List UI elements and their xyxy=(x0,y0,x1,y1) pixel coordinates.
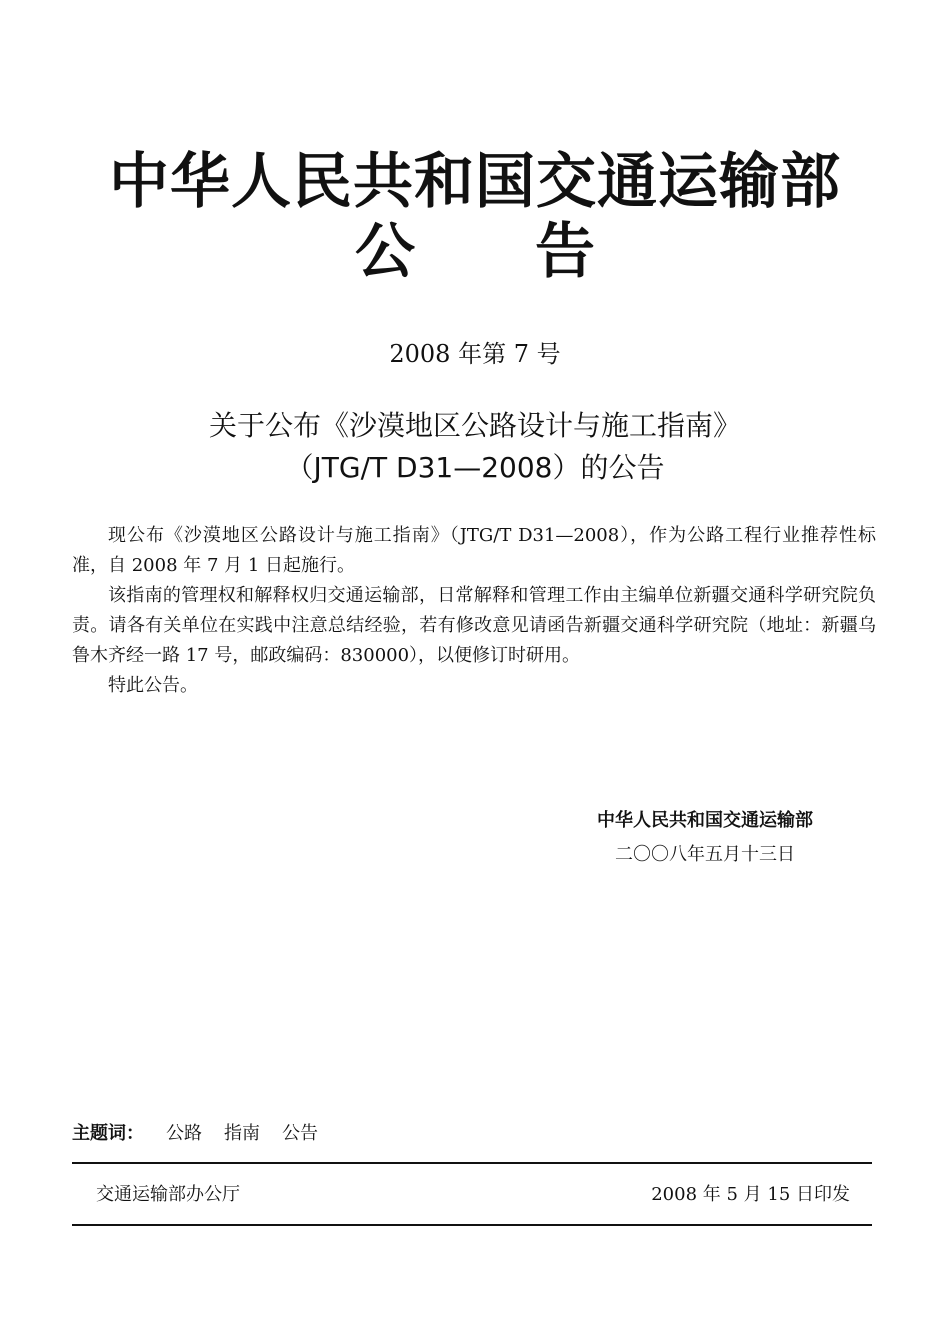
footer-print-date: 2008 年 5 月 15 日印发 xyxy=(651,1184,850,1205)
body-paragraph: 现公布《沙漠地区公路设计与施工指南》（JTG/T D31—2008），作为公路工程行业推荐性标准，自 2008 年 7 月 1 日起施行。 xyxy=(72,525,876,576)
keyword-item: 公告 xyxy=(282,1123,318,1144)
notice-title: 公告 xyxy=(355,217,715,287)
subject-line-1: 关于公布《沙漠地区公路设计与施工指南》 xyxy=(208,409,741,442)
signature-date: 二〇〇八年五月十三日 xyxy=(615,844,795,865)
signature-block xyxy=(560,804,850,872)
keyword-item: 公路 xyxy=(166,1123,202,1144)
footer-divider-top xyxy=(72,1162,872,1164)
issue-number: 2008 年第 7 号 xyxy=(389,340,561,368)
ministry-title: 中华人民共和国交通运输部 xyxy=(109,147,841,217)
keywords xyxy=(72,1120,318,1148)
subject-title xyxy=(0,405,950,489)
subject-line-2: （JTG/T D31—2008）的公告 xyxy=(285,451,665,484)
keyword-item: 指南 xyxy=(224,1123,260,1144)
footer-office: 交通运输部办公厅 xyxy=(96,1184,240,1205)
body-paragraph: 特此公告。 xyxy=(108,675,198,696)
signature-issuer: 中华人民共和国交通运输部 xyxy=(597,810,813,831)
body-text xyxy=(72,521,876,701)
footer-divider-bottom xyxy=(72,1224,872,1226)
keywords-label: 主题词： xyxy=(72,1123,144,1144)
body-paragraph: 该指南的管理权和解释权归交通运输部，日常解释和管理工作由主编单位新疆交通科学研究院负责。请各有关单位在实践中注意总结经验，若有修改意见请函告新疆交通科学研究院（地址：新疆乌鲁木齐经一路 17 号，邮政编码：830000），以便修订时研用。 xyxy=(72,585,876,666)
